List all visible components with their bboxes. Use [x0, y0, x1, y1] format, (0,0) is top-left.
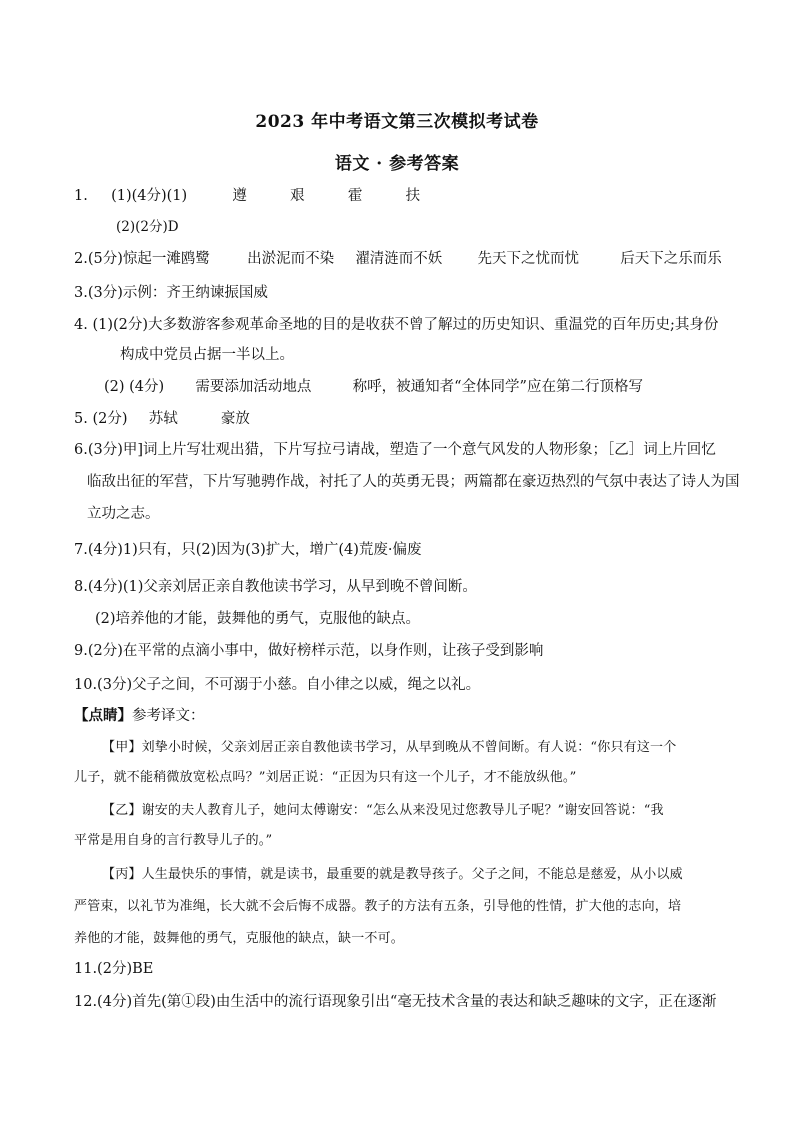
- dianjing-line: [74, 709, 205, 724]
- q1-score: (1)(4分)(1): [111, 188, 188, 204]
- exam-title: 2023 年中考语文第三次模拟考试卷: [255, 112, 539, 132]
- q5-answer-a: 苏轼: [148, 411, 178, 427]
- translation-yi-line1: 【乙】谢安的夫人教育儿子，她问太傅谢安：“怎么从来没见过您教导儿子呢？”谢安回答说：“我: [102, 803, 664, 818]
- q6-line2: 临敌出征的军营，下片写驰骋作战，衬托了人的英勇无畏；两篇都在豪迈热烈的气氛中表达了诗人为国: [87, 474, 740, 490]
- q5-head: 5. (2分): [74, 411, 128, 427]
- q4-part2-a: 需要添加活动地点: [195, 379, 312, 395]
- q6-line3: 立功之志。: [87, 506, 160, 522]
- q1-number: 1.: [74, 188, 88, 204]
- q12-line: 12.(4分)首先(第①段)由生活中的流行语现象引出“毫无技术含量的表达和缺乏趣味的文字，正在逐渐: [74, 994, 717, 1010]
- q4-part2-head: (2) (4分): [104, 379, 165, 395]
- translation-bing-line2: 严管束，以礼节为准绳，长大就不会后悔不成器。教子的方法有五条，引导他的性情，扩大他的志向，培: [74, 899, 682, 914]
- q2-part-4: 后天下之乐而乐: [620, 251, 722, 267]
- exam-subtitle: 语文 · 参考答案: [334, 154, 460, 174]
- q1-char-4: 扶: [405, 188, 421, 204]
- q8-line2: (2)培养他的才能，鼓舞他的勇气，克服他的缺点。: [95, 611, 421, 627]
- q10-line: 10.(3分)父子之间，不可溺于小慈。自小律之以威，绳之以礼。: [74, 677, 481, 693]
- q3-line: 3.(3分)示例：齐王纳谏振国威: [74, 285, 268, 301]
- q9-line: 9.(2分)在平常的点滴小事中，做好榜样示范，以身作则，让孩子受到影响: [74, 643, 544, 659]
- q1-line1: [74, 189, 420, 204]
- q2-part-3: 先天下之忧而忧: [477, 251, 580, 267]
- q2-part-1: 出淤泥而不染: [247, 251, 335, 267]
- translation-bing-line1: 【丙】人生最快乐的事情，就是读书，最重要的就是教导孩子。父子之间，不能总是慈爱，从小以威: [102, 867, 683, 882]
- q5-line: [74, 412, 250, 427]
- q4-line2: 构成中党员占据一半以上。: [120, 347, 294, 363]
- q1-char-3: 霍: [347, 188, 363, 204]
- q4-part2-b: 称呼，被通知者“全体同学”应在第二行顶格写: [352, 379, 643, 395]
- q4-line1: 4. (1)(2分)大多数游客参观革命圣地的目的是收获不曾了解过的历史知识、重温党的百年历史;其身份: [74, 317, 719, 333]
- translation-yi-line2: 平常是用自身的言行教导儿子的。”: [74, 833, 273, 848]
- q7-line: 7.(4分)1)只有，只(2)因为(3)扩大，增广(4)荒废·偏废: [74, 542, 422, 558]
- q2-head: 2.(5分)惊起一滩鸥鹭: [74, 251, 210, 267]
- q2-line: [74, 252, 722, 267]
- q6-line1: 6.(3分)甲]词上片写壮观出猎，下片写拉弓请战，塑造了一个意气风发的人物形象；［乙］词上片回忆: [74, 442, 716, 458]
- dianjing-label: 【点睛】: [74, 707, 132, 724]
- q5-answer-b: 豪放: [220, 411, 250, 427]
- q11-line: 11.(2分)BE: [74, 961, 154, 977]
- q1-char-2: 艰: [290, 188, 305, 204]
- dianjing-rest: 参考译文：: [132, 708, 205, 724]
- translation-bing-line3: 养他的才能，鼓舞他的勇气，克服他的缺点，缺一不可。: [74, 931, 405, 946]
- translation-jia-line1: 【甲】刘挚小时候，父亲刘居正亲自教他读书学习，从早到晚从不曾间断。有人说：“你只有这一个: [102, 740, 677, 755]
- translation-jia-line2: 儿子，就不能稍微放宽松点吗？”刘居正说：“正因为只有这一个儿子，才不能放纵他。”: [74, 770, 577, 785]
- q4-part2: [104, 380, 643, 395]
- q1-char-1: 遵: [232, 188, 247, 204]
- q1-sub2: (2)(2分)D: [116, 219, 179, 235]
- q8-line1: 8.(4分)(1)父亲刘居正亲自教他读书学习，从早到晚不曾间断。: [74, 579, 477, 595]
- q2-part-2: 濯清涟而不妖: [355, 251, 443, 267]
